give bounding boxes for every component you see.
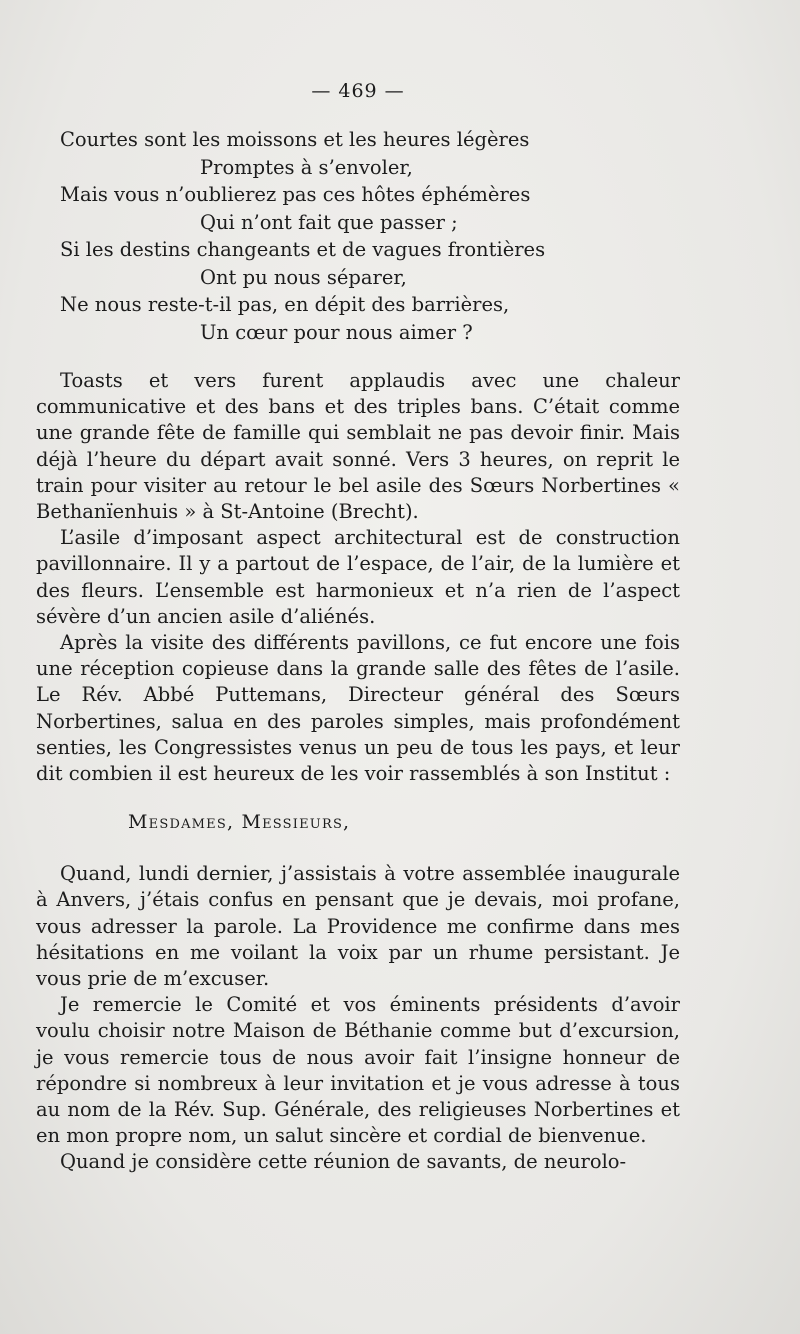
- paragraph: Quand, lundi dernier, j’assistais à votre assemblée inaugurale à Anvers, j’étais confus en pensant que je devais, moi profane, vous adresser la parole. La Providence me confirme dans mes hésitations en me voilant la voix par un rhume persistant. Je vous prie de m’excuser.: [36, 862, 680, 991]
- paragraph: Je remercie le Comité et vos éminents présidents d’avoir voulu choisir notre Maison de Béthanie comme but d’excursion, je vous remercie tous de nous avoir fait l’insigne honneur de répondre si nombreux à leur invitation et je vous adresse à tous au nom de la Rév. Sup. Générale, des religieuses Norbertines et en mon propre nom, un salut sincère et cordial de bienvenue.: [36, 993, 680, 1148]
- paragraph: L’asile d’imposant aspect architectural est de construction pavillonnaire. Il y a partout de l’espace, de l’air, de la lumière et des fleurs. L’ensemble est harmonieux et n’a rien de l’aspect sévère d’un ancien asile d’aliénés.: [36, 526, 680, 628]
- poem-line: Courtes sont les moissons et les heures légères: [60, 128, 530, 151]
- poem-line: Ont pu nous séparer,: [200, 265, 407, 289]
- poem-line: Si les destins changeants et de vagues frontières: [60, 238, 546, 261]
- poem-line: Un cœur pour nous aimer ?: [200, 320, 473, 344]
- paragraph: Quand je considère cette réunion de savants, de neurolo-: [60, 1150, 627, 1174]
- page-body: [36, 78, 680, 1176]
- poem-line: Mais vous n’oublierez pas ces hôtes éphémères: [60, 183, 531, 206]
- poem-line: Qui n’ont fait que passer ;: [200, 210, 458, 234]
- speech-salutation: Mesdames, Messieurs,: [128, 811, 351, 834]
- page-number: — 469 —: [311, 80, 405, 102]
- poem-line: Ne nous reste-t-il pas, en dépit des barrières,: [60, 293, 510, 316]
- paragraph: Après la visite des différents pavillons, ce fut encore une fois une réception copieuse dans la grande salle des fêtes de l’asile. Le Rév. Abbé Puttemans, Directeur général des Sœurs Norbertines, salua en des paroles simples, mais profondément senties, les Congressistes venus un peu de tous les pays, et leur dit combien il est heureux de les voir rassemblés à son Institut :: [36, 631, 680, 786]
- narrative-text: [36, 368, 680, 787]
- poem-line: Promptes à s’envoler,: [200, 155, 413, 179]
- poem: [36, 126, 680, 346]
- speech-text: [36, 861, 680, 1175]
- paragraph: Toasts et vers furent applaudis avec une chaleur communicative et des bans et des triples bans. C’était comme une grande fête de famille qui semblait ne pas devoir finir. Mais déjà l’heure du départ avait sonné. Vers 3 heures, on reprit le train pour visiter au retour le bel asile des Sœurs Norbertines « Bethanïenhuis » à St-Antoine (Brecht).: [36, 369, 680, 524]
